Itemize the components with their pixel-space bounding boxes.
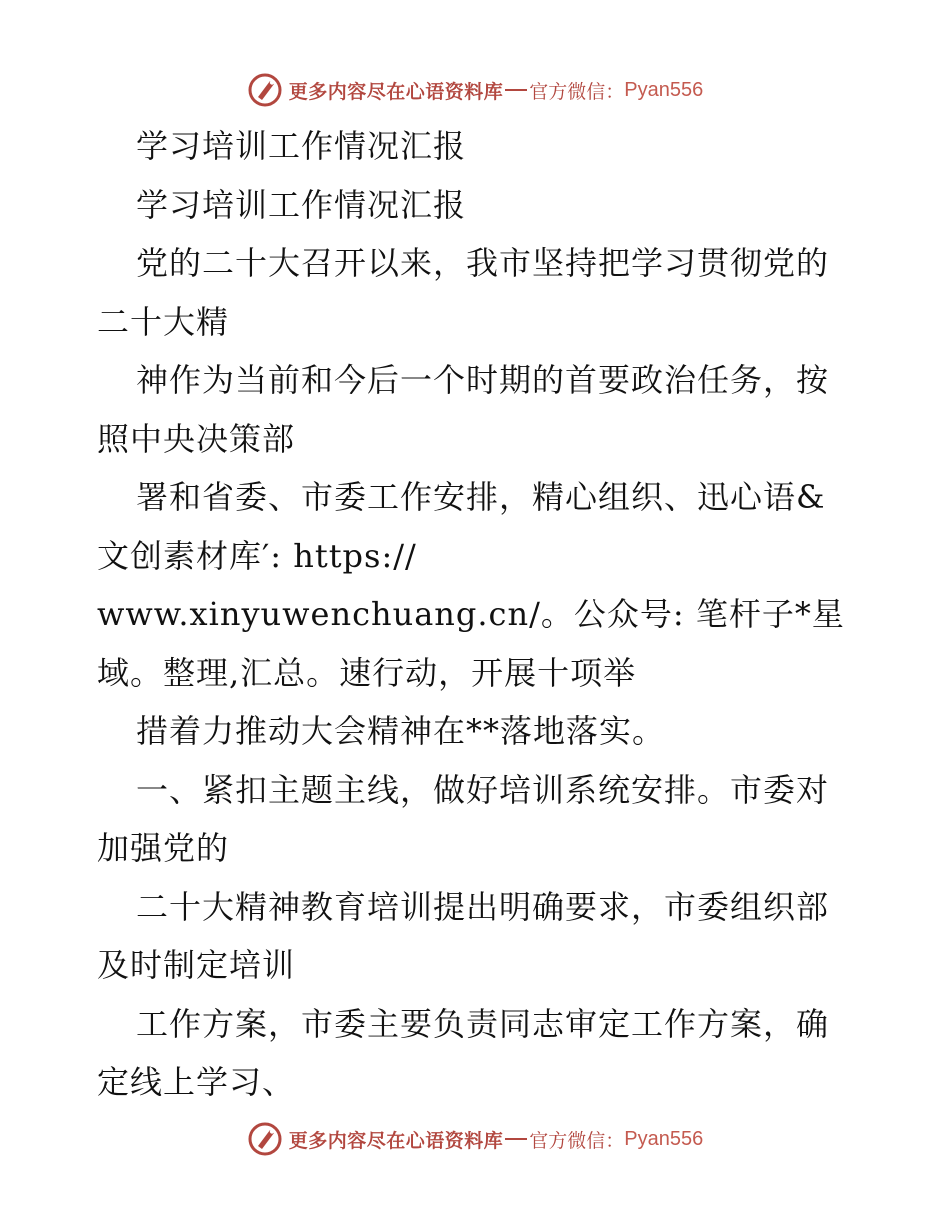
text-line: 工作方案，市委主要负责同志审定工作方案，确	[136, 1004, 830, 1043]
text-line: 一、紧扣主题主线，做好培训系统安排。市委对	[136, 770, 830, 809]
text-line: 神作为当前和今后一个时期的首要政治任务，按	[136, 361, 830, 399]
text-line: 党的二十大召开以来，我市坚持把学习贯彻党的	[136, 244, 830, 282]
text-line: 措着力推动大会精神在**落地落实。	[136, 712, 666, 750]
watermark-separator	[505, 89, 527, 91]
watermark-brand: 更多内容尽在心语资料库	[288, 80, 504, 103]
pen-logo-icon	[247, 1121, 283, 1157]
document-body	[97, 117, 877, 1112]
text-line: 定线上学习、	[97, 1063, 296, 1101]
text-line: 域。整理,汇总。速行动，开展十项举	[97, 653, 637, 692]
text-line: 及时制定培训	[97, 946, 296, 984]
text-line: 加强党的	[97, 829, 230, 867]
watermark-brand: 更多内容尽在心语资料库	[288, 1129, 504, 1152]
text-line: 学习培训工作情况汇报	[136, 127, 467, 165]
watermark-wechat-label: 官方微信：	[529, 80, 625, 103]
pen-logo-icon	[247, 72, 283, 108]
text-line: 学习培训工作情况汇报	[136, 185, 467, 224]
watermark-wechat-label: 官方微信：	[529, 1129, 625, 1152]
text-line: 二十大精	[97, 302, 230, 341]
text-line: www.xinyuwenchuang.cn/。公众号: 笔杆子*星	[97, 595, 845, 633]
text-line: 文创素材库′: https://	[97, 536, 417, 575]
text-line: 二十大精神教育培训提出明确要求，市委组织部	[136, 887, 830, 926]
text-line: 署和省委、市委工作安排，精心组织、迅心语&	[136, 478, 826, 516]
header-watermark	[0, 70, 950, 110]
watermark-separator	[505, 1138, 527, 1140]
watermark-wechat-id: Pyan556	[624, 78, 704, 101]
footer-watermark	[0, 1119, 950, 1159]
text-line: 照中央决策部	[97, 419, 296, 458]
watermark-wechat-id: Pyan556	[624, 1127, 704, 1150]
